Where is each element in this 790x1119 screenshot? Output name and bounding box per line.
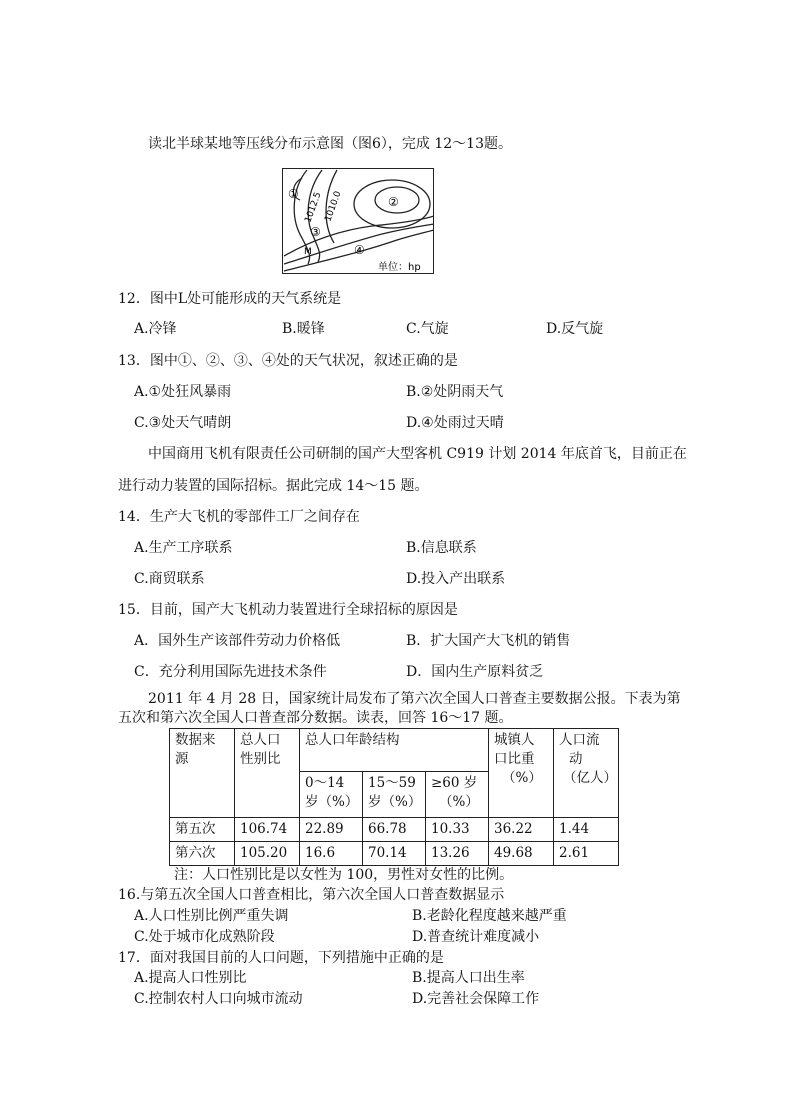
passage-intro-isobar: 读北半球某地等压线分布示意图（图6），完成 12～13题。 [148,136,512,152]
cell: 第五次 [170,818,235,842]
q14-option-d: D.投入产出联系 [406,571,506,587]
q14-option-c: C.商贸联系 [134,571,205,587]
cell: 22.89 [300,818,363,842]
cell: 106.74 [235,818,300,842]
marker-m: M [304,247,312,257]
passage-intro-c919-line1: 中国商用飞机有限责任公司研制的国产大型客机 C919 计划 2014 年底首飞，目前正在 [148,446,687,462]
passage-intro-c919-line2: 进行动力装置的国际招标。据此完成 14～15 题。 [118,478,429,494]
q17-option-a: A.提高人口性别比 [134,970,247,986]
q15-option-c: C．充分利用国际先进技术条件 [134,664,327,680]
cell: 36.22 [489,818,554,842]
header-data-source: 数据来 源 [170,729,235,818]
header-age-15-59: 15～59 岁（%） [363,772,426,818]
q12-option-d: D.反气旋 [546,321,604,337]
passage-intro-census-line2: 五次和第六次全国人口普查部分数据。读表，回答 16～17 题。 [118,710,513,726]
q12-option-c: C.气旋 [406,321,449,337]
q13-option-a: A.①处狂风暴雨 [134,384,232,400]
table-row [170,818,619,842]
cell: 第六次 [170,842,235,866]
marker-3: ③ [310,225,321,239]
q16-option-d: D.普查统计难度减小 [412,929,540,945]
q16-option-b: B.老龄化程度越来越严重 [412,908,567,924]
header-sex-ratio: 总人口 性别比 [235,729,300,818]
q13-option-d: D.④处雨过天晴 [406,415,504,431]
cell: 105.20 [235,842,300,866]
cell: 16.6 [300,842,363,866]
isobar-label-1012: 1012.5 [303,191,324,225]
q16-option-c: C.处于城市化成熟阶段 [134,929,275,945]
q15-option-d: D．国内生产原料贫乏 [406,664,544,680]
question-13-stem: 13．图中①、②、③、④处的天气状况，叙述正确的是 [118,353,458,369]
q12-option-a: A.冷锋 [134,321,177,337]
q14-option-b: B.信息联系 [406,540,477,556]
cell: 70.14 [363,842,426,866]
map-unit: 单位：hp [378,262,421,273]
question-12-stem: 12．图中L处可能形成的天气系统是 [118,291,342,307]
q17-option-c: C.控制农村人口向城市流动 [134,991,303,1007]
isobar-label-1010: 1010.0 [323,190,344,224]
q15-option-b: B．扩大国产大飞机的销售 [406,633,571,649]
header-age-0-14: 0～14 岁（%） [300,772,363,818]
census-table [169,728,619,866]
q16-option-a: A.人口性别比例严重失调 [134,908,289,924]
marker-4: ④ [354,243,365,257]
header-population-flow: 人口流 动 （亿人） [554,729,619,818]
passage-intro-census-line1: 2011 年 4 月 28 日，国家统计局发布了第六次全国人口普查主要数据公报。下表为第 [148,691,681,707]
isobar-map [282,168,434,274]
table-row [170,842,619,866]
cell: 2.61 [554,842,619,866]
question-14-stem: 14．生产大飞机的零部件工厂之间存在 [118,509,360,525]
q15-option-a: A．国外生产该部件劳动力价格低 [134,633,341,649]
header-age-structure: 总人口年龄结构 [300,729,489,772]
q12-option-b: B.暖锋 [282,321,325,337]
cell: 10.33 [426,818,489,842]
q17-option-d: D.完善社会保障工作 [412,991,540,1007]
header-age-60-plus: ≥60 岁 （%） [426,772,489,818]
cell: 49.68 [489,842,554,866]
cell: 66.78 [363,818,426,842]
header-urban-share: 城镇人 口比重 （%） [489,729,554,818]
cell: 13.26 [426,842,489,866]
question-17-stem: 17．面对我国目前的人口问题，下列措施中正确的是 [118,950,444,966]
q14-option-a: A.生产工序联系 [134,540,233,556]
question-16-stem: 16.与第五次全国人口普查相比，第六次全国人口普查数据显示 [118,887,505,903]
cell: 1.44 [554,818,619,842]
marker-2: ② [388,195,399,209]
q17-option-b: B.提高人口出生率 [412,970,525,986]
q13-option-b: B.②处阴雨天气 [406,384,504,400]
question-15-stem: 15．目前，国产大飞机动力装置进行全球招标的原因是 [118,602,458,618]
q13-option-c: C.③处天气晴朗 [134,415,232,431]
marker-1: ① [288,187,299,201]
table-note: 注：人口性别比是以女性为 100，男性对女性的比例。 [174,867,514,883]
